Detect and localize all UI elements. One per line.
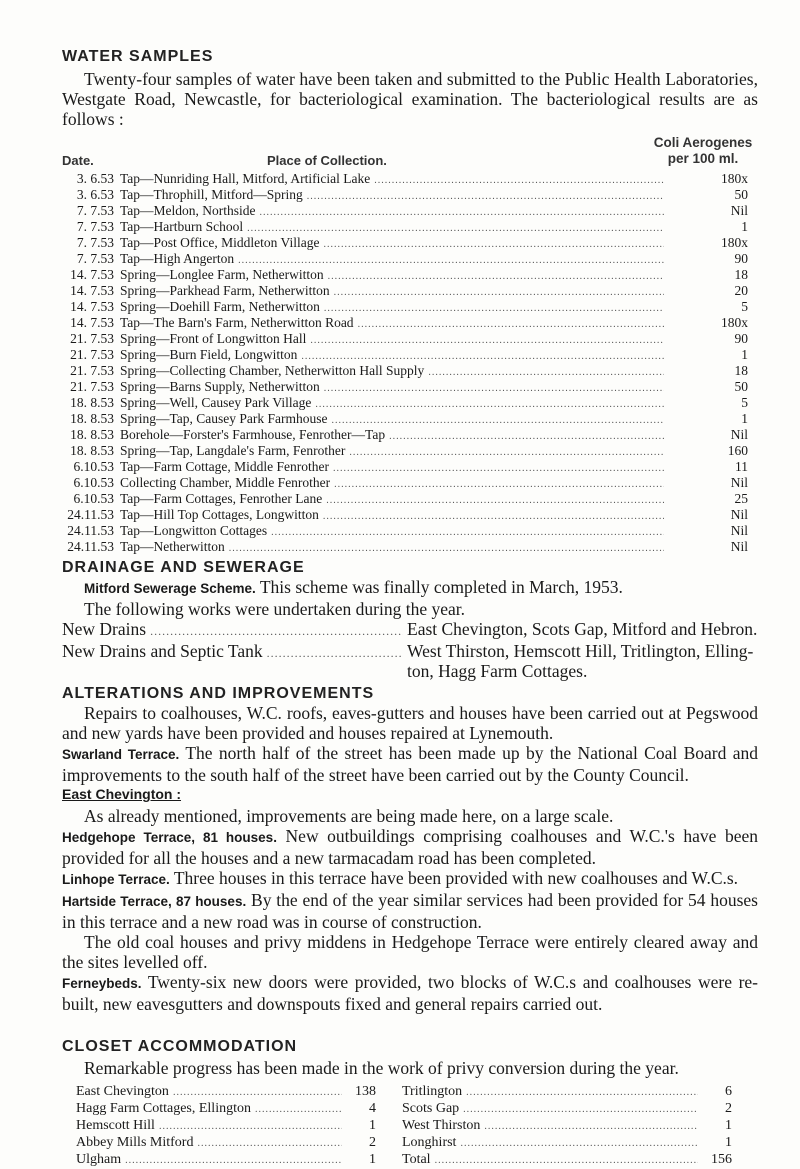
hartside-paragraph [62,890,758,932]
sample-place: Spring—Tap, Langdale's Farm, Fenrother [120,443,346,458]
sample-date: 14. 7.53 [70,267,114,282]
closet-place: Abbey Mills Mitford [76,1135,194,1150]
sample-coli-value: 1 [741,411,748,426]
sample-row [62,283,758,299]
sample-coli-value: Nil [730,507,748,522]
closet-row [402,1152,732,1169]
sample-row [62,203,758,219]
leader-dots [197,1135,342,1152]
sample-date: 18. 8.53 [70,395,114,410]
sample-coli-value: 1 [741,219,748,234]
sample-row [62,251,758,267]
sample-date: 24.11.53 [67,539,114,554]
closet-place: Scots Gap [402,1101,460,1116]
closet-place: West Thirston [402,1118,481,1133]
sample-row [62,299,758,315]
sample-coli-value: 180x [721,171,748,186]
sample-place: Borehole—Forster's Farmhouse, Fenrother—Tap [120,427,386,442]
closet-count: 1 [725,1118,732,1133]
closet-place: Hagg Farm Cottages, Ellington [76,1101,251,1116]
leader-dots [324,379,664,395]
leader-dots [323,235,664,251]
hedgehope-paragraph [62,826,758,868]
sample-date: 3. 6.53 [76,171,114,186]
sample-coli-value: 90 [734,331,748,346]
sample-coli-value: 160 [727,443,748,458]
closet-count: 1 [725,1135,732,1150]
closet-row [402,1135,732,1152]
sample-row [62,459,758,475]
linhope-paragraph [62,868,758,890]
mitford-sewerage-paragraph [62,577,758,599]
sample-row [62,187,758,203]
closet-row [76,1135,376,1152]
mitford-sewerage-text: This scheme was finally completed in March, 1953. [255,577,623,597]
new-drains-value: East Chevington, Scots Gap, Mitford and Hebron. [407,619,758,639]
sample-row [62,171,758,187]
leader-dots [255,1101,342,1118]
swarland-label: Swarland Terrace. [62,747,180,762]
leader-dots [460,1135,698,1152]
leader-dots [435,1152,698,1169]
ferneybeds-text: Twenty-six new doors were provided, two blocks of W.C.s and coalhouses were re-built, new eavesgutters and downspouts fixed and general repairs carried out. [62,972,758,1014]
new-drains-label: New Drains [62,619,147,639]
sample-row [62,475,758,491]
samples-table [62,171,758,555]
leader-dots [324,299,664,315]
closet-count: 1 [369,1152,376,1167]
sample-place: Spring—Front of Longwitton Hall [120,331,307,346]
linhope-label: Linhope Terrace. [62,872,170,887]
leader-dots [307,187,664,203]
sample-coli-value: Nil [730,203,748,218]
sample-date: 14. 7.53 [70,299,114,314]
sample-date: 18. 8.53 [70,443,114,458]
leader-dots [374,171,664,187]
closet-row [76,1152,376,1169]
sample-date: 6.10.53 [73,491,114,506]
closet-heading: CLOSET ACCOMMODATION [62,1038,298,1055]
closet-count: 156 [711,1152,732,1167]
septic-tank-label: New Drains and Septic Tank [62,641,263,661]
sample-date: 24.11.53 [67,507,114,522]
east-chevington-subheading: East Chevington : [62,786,182,802]
closet-count: 138 [355,1084,376,1099]
sample-coli-value: 18 [734,363,748,378]
sample-coli-value: 50 [734,379,748,394]
sample-coli-value: 50 [734,187,748,202]
sample-coli-value: Nil [730,427,748,442]
leader-dots [349,443,664,459]
leader-dots [173,1084,342,1101]
closet-left-column [76,1084,376,1169]
swarland-paragraph [62,743,758,785]
samples-table-header [62,135,758,171]
septic-tank-value: West Thirston, Hemscott Hill, Tritlington, Elling-ton, Hagg Farm Cottages. [407,641,754,681]
sample-date: 6.10.53 [73,475,114,490]
leader-dots [159,1118,342,1135]
closet-place: Tritlington [402,1084,463,1099]
sample-place: Tap—Farm Cottages, Fenrother Lane [120,491,323,506]
swarland-text: The north half of the street has been made up by the National Coal Board and improvements to the south half of the street have been carried out by the County Council. [62,743,758,785]
leader-dots [238,251,664,267]
sample-date: 7. 7.53 [76,219,114,234]
sample-coli-value: 180x [721,315,748,330]
closet-row [76,1118,376,1135]
sample-place: Tap—Farm Cottage, Middle Fenrother [120,459,330,474]
sample-row [62,491,758,507]
closet-table [62,1084,758,1169]
closet-place: Longhirst [402,1135,457,1150]
sample-row [62,427,758,443]
leader-dots [310,331,664,347]
septic-tank-row [62,641,758,681]
works-intro: The following works were undertaken during the year. [84,599,465,619]
sample-coli-value: 180x [721,235,748,250]
sample-date: 21. 7.53 [70,379,114,394]
leader-dots [328,267,664,283]
leader-dots [301,347,664,363]
sample-row [62,523,758,539]
leader-dots [463,1101,698,1118]
sample-row [62,443,758,459]
leader-dots [247,219,664,235]
sample-date: 21. 7.53 [70,347,114,362]
closet-row [402,1084,732,1101]
closet-place: East Chevington [76,1084,169,1099]
closet-row [76,1101,376,1118]
leader-dots [428,363,664,379]
date-column-header: Date. [62,153,94,168]
hartside-label: Hartside Terrace, 87 houses. [62,894,247,909]
closet-row [402,1101,732,1118]
closet-place: Ulgham [76,1152,122,1167]
sample-row [62,347,758,363]
sample-date: 7. 7.53 [76,235,114,250]
sample-place: Spring—Collecting Chamber, Netherwitton Hall Supply [120,363,425,378]
sample-date: 3. 6.53 [76,187,114,202]
sample-row [62,331,758,347]
sample-row [62,379,758,395]
sample-date: 21. 7.53 [70,363,114,378]
sample-place: Tap—Post Office, Middleton Village [120,235,320,250]
ferneybeds-label: Ferneybeds. [62,976,142,991]
water-samples-heading: WATER SAMPLES [62,48,214,65]
sample-date: 24.11.53 [67,523,114,538]
sample-date: 18. 8.53 [70,411,114,426]
sample-place: Spring—Burn Field, Longwitton [120,347,298,362]
leader-dots [229,539,664,555]
leader-dots [315,395,664,411]
sample-row [62,363,758,379]
sample-row [62,507,758,523]
sample-place: Spring—Longlee Farm, Netherwitton [120,267,324,282]
sample-place: Tap—Hartburn School [120,219,244,234]
leader-dots [323,507,664,523]
closet-count: 2 [725,1101,732,1116]
sample-row [62,539,758,555]
closet-row [402,1118,732,1135]
leader-dots [125,1152,342,1169]
coli-column-header [648,135,758,167]
new-drains-row [62,619,758,641]
closet-count: 1 [369,1118,376,1133]
old-coal-paragraph: The old coal houses and privy middens in Hedgehope Terrace were entirely cleared away and the sites levelled off. [62,932,758,972]
coli-header-line-2: per 100 ml. [667,151,739,166]
sample-place: Spring—Doehill Farm, Netherwitton [120,299,320,314]
sample-place: Tap—The Barn's Farm, Netherwitton Road [120,315,354,330]
water-samples-intro: Twenty-four samples of water have been taken and submitted to the Public Health Laboratories, Westgate Road, Newcastle, for bacteriological examination. The bacteriological results are as follows : [62,69,758,129]
closet-row [76,1084,376,1101]
sample-row [62,235,758,251]
leader-dots [334,475,664,491]
sample-place: Tap—Throphill, Mitford—Spring [120,187,303,202]
sample-date: 7. 7.53 [76,251,114,266]
leader-dots [484,1118,698,1135]
sample-date: 21. 7.53 [70,331,114,346]
closet-intro: Remarkable progress has been made in the work of privy conversion during the year. [84,1058,679,1078]
sample-coli-value: 5 [741,395,748,410]
closet-right-column [402,1084,732,1169]
hartside-text: By the end of the year similar services had been provided for 54 houses in this terrace and a new road was in course of construction. [62,890,758,932]
leader-dots [260,203,664,219]
sample-date: 6.10.53 [73,459,114,474]
sample-place: Tap—Meldon, Northside [120,203,256,218]
sample-date: 18. 8.53 [70,427,114,442]
sample-place: Tap—Longwitton Cottages [120,523,268,538]
sample-coli-value: 20 [734,283,748,298]
sample-row [62,395,758,411]
hedgehope-text: New outbuildings comprising coalhouses and W.C.'s have been provided for all the houses and a new tarmacadam road has been completed. [62,826,758,868]
leader-dots [326,491,664,507]
sample-coli-value: Nil [730,539,748,554]
sample-coli-value: 18 [734,267,748,282]
hedgehope-label: Hedgehope Terrace, 81 houses. [62,830,277,845]
sample-row [62,219,758,235]
closet-count: 6 [725,1084,732,1099]
sample-coli-value: 1 [741,347,748,362]
document-page [62,48,758,1169]
sample-coli-value: 25 [734,491,748,506]
coli-header-line-1: Coli Aerogenes [653,135,753,150]
sample-coli-value: 90 [734,251,748,266]
sample-place: Collecting Chamber, Middle Fenrother [120,475,331,490]
sample-place: Tap—Nunriding Hall, Mitford, Artificial Lake [120,171,371,186]
sample-row [62,267,758,283]
alterations-heading: ALTERATIONS AND IMPROVEMENTS [62,685,375,702]
east-chevington-paragraph: As already mentioned, improvements are being made here, on a large scale. [84,806,614,826]
closet-place: Total [402,1152,431,1167]
sample-date: 14. 7.53 [70,283,114,298]
leader-dots [466,1084,698,1101]
drainage-heading: DRAINAGE AND SEWERAGE [62,559,305,576]
sample-place: Tap—High Angerton [120,251,235,266]
sample-place: Tap—Hill Top Cottages, Longwitton [120,507,319,522]
leader-dots [358,315,664,331]
sample-coli-value: 11 [735,459,748,474]
sample-place: Spring—Parkhead Farm, Netherwitton [120,283,330,298]
leader-dots [271,523,664,539]
leader-dots [332,411,664,427]
sample-place: Tap—Netherwitton [120,539,225,554]
mitford-sewerage-label: Mitford Sewerage Scheme. [84,581,256,596]
ferneybeds-paragraph [62,972,758,1014]
sample-date: 14. 7.53 [70,315,114,330]
sample-coli-value: Nil [730,475,748,490]
sample-row [62,315,758,331]
sample-place: Spring—Well, Causey Park Village [120,395,312,410]
sample-place: Spring—Tap, Causey Park Farmhouse [120,411,328,426]
place-column-header: Place of Collection. [267,153,387,168]
leader-dots [389,427,664,443]
closet-count: 4 [369,1101,376,1116]
closet-count: 2 [369,1135,376,1150]
sample-coli-value: 5 [741,299,748,314]
leader-dots [333,459,664,475]
sample-row [62,411,758,427]
leader-dots [267,641,403,681]
sample-coli-value: Nil [730,523,748,538]
sample-place: Spring—Barns Supply, Netherwitton [120,379,320,394]
leader-dots [150,619,403,641]
linhope-text: Three houses in this terrace have been provided with new coalhouses and W.C.s. [169,868,739,888]
sample-date: 7. 7.53 [76,203,114,218]
repairs-paragraph: Repairs to coalhouses, W.C. roofs, eaves-gutters and houses have been carried out at Pegswood and new yards have been provided and houses repaired at Lynemouth. [62,703,758,743]
leader-dots [334,283,664,299]
closet-place: Hemscott Hill [76,1118,155,1133]
